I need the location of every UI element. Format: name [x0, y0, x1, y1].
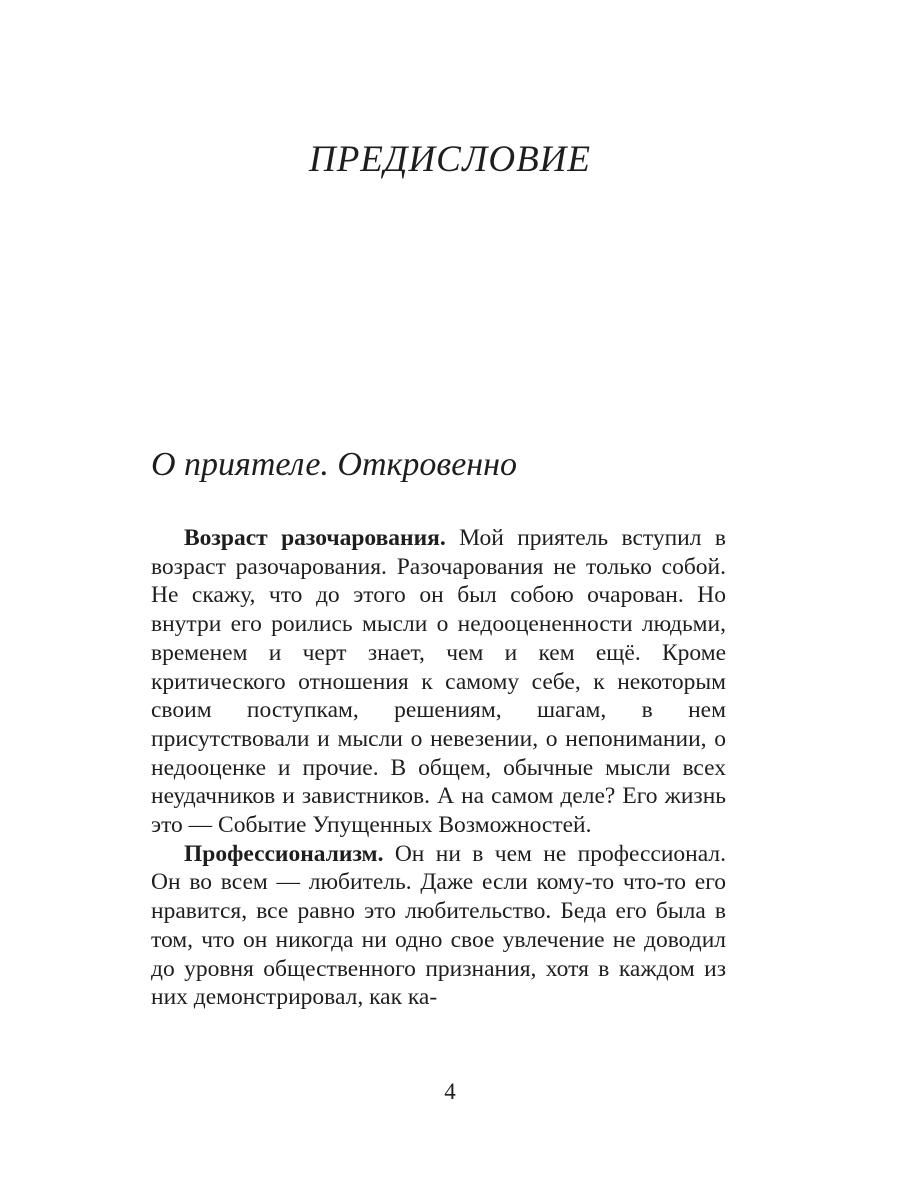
page-number: 4 — [444, 1079, 456, 1104]
paragraph-run-in-heading: Профессионализм. — [184, 840, 384, 867]
paragraph-text: Он ни в чем не профессионал. Он во всем — любитель. Даже если кому-то что-то его нравится, все равно это любительство. Беда его была в том, что он никогда ни одно свое увлечение не доводил до уровня общественного признания, хотя в каждом из них демонстрировал, как ка- — [151, 840, 726, 1011]
paragraph-run-in-heading: Возраст разочарования. — [184, 525, 446, 551]
section-heading: О приятеле. Откровенно — [151, 446, 518, 483]
paragraph — [151, 524, 726, 840]
chapter-title: ПРЕДИСЛОВИЕ — [308, 139, 591, 180]
body-text — [151, 524, 726, 1012]
paragraph — [151, 840, 726, 1012]
paragraph-text: Мой приятель вступил в возраст разочарования. Разочарования не только собой. Не скажу, что до этого он был собою очарован. Но внутри его роились мысли о недооцененности людьми, временем и черт знает, чем и кем ещё. Кроме критического отношения к самому себе, к некоторым своим поступкам, решениям, шагам, в нем присутствовали и мысли о невезении, о непонимании, о недооценке и прочие. В общем, обычные мысли всех неудачников и завистников. А на самом деле? Его жизнь это — Событие Упущенных Возможностей. — [151, 525, 726, 839]
